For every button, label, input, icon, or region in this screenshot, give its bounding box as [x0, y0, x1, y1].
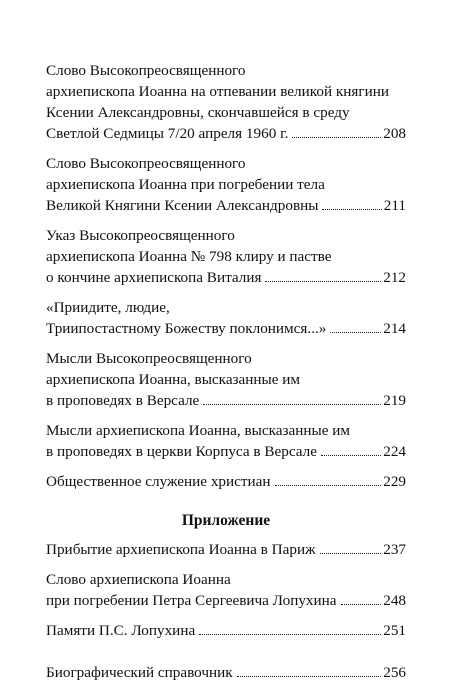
- toc-entry-line: архиепископа Иоанна, высказанные им: [46, 371, 301, 388]
- toc-entry-line: архиепископа Иоанна № 798 клиру и пастве: [46, 248, 332, 265]
- toc-entry-line: Прибытие архиепископа Иоанна в Париж: [46, 541, 316, 558]
- page-number: 251: [383, 622, 406, 639]
- toc-entry-line: в проповедях в церкви Корпуса в Версале: [46, 443, 317, 460]
- page-number: 208: [383, 125, 406, 142]
- toc-entry: [46, 471, 406, 492]
- dot-leader: [322, 209, 381, 210]
- toc-entry-line: архиепископа Иоанна на отпевании великой княгини: [46, 83, 389, 100]
- toc-entry-line: Слово Высокопреосвященного: [46, 62, 246, 79]
- toc-entry: [46, 420, 406, 462]
- toc-entry-last-line: [46, 590, 406, 611]
- dot-leader: [320, 553, 382, 554]
- toc-entry-line: Мысли архиепископа Иоанна, высказанные им: [46, 422, 350, 439]
- toc-entry-line: Мысли Высокопреосвященного: [46, 350, 252, 367]
- toc-entry: [46, 225, 406, 288]
- toc-entry-line: в проповедях в Версале: [46, 392, 200, 409]
- toc-entry-line: о кончине архиепископа Виталия: [46, 269, 262, 286]
- page-number: 229: [383, 473, 406, 490]
- page-number: 211: [383, 197, 406, 214]
- page-number: 248: [383, 592, 406, 609]
- toc-entry-last-line: [46, 390, 406, 411]
- toc-entry-line: при погребении Петра Сергеевича Лопухина: [46, 592, 337, 609]
- toc-entry-last-line: [46, 123, 406, 144]
- toc-entry: [46, 662, 406, 683]
- toc-entry-line: Слово архиепископа Иоанна: [46, 571, 231, 588]
- toc-entry-last-line: [46, 318, 406, 339]
- toc-entry-last-line: [46, 441, 406, 462]
- page-number: 212: [383, 269, 406, 286]
- page-number: 237: [383, 541, 406, 558]
- dot-leader: [275, 485, 382, 486]
- spacer: [46, 650, 406, 662]
- toc-entry-last-line: [46, 471, 406, 492]
- appendix-heading: Приложение: [181, 512, 271, 529]
- page-number: 214: [383, 320, 406, 337]
- toc-entry-line: Биографический справочник: [46, 664, 233, 681]
- dot-leader: [321, 455, 381, 456]
- table-of-contents: [46, 60, 406, 692]
- dot-leader: [199, 634, 381, 635]
- toc-entry: [46, 620, 406, 641]
- toc-entry-last-line: [46, 195, 406, 216]
- toc-entry-line: Триипостастному Божеству поклонимся...»: [46, 320, 327, 337]
- toc-entry-line: «Приидите, людие,: [46, 299, 170, 316]
- dot-leader: [237, 676, 382, 677]
- toc-entry: [46, 153, 406, 216]
- toc-entry-line: Общественное служение христиан: [46, 473, 271, 490]
- dot-leader: [265, 281, 381, 282]
- toc-entry-line: Ксении Александровны, скончавшейся в среду: [46, 104, 350, 121]
- toc-entry-last-line: [46, 539, 406, 560]
- toc-entry: [46, 539, 406, 560]
- toc-entry: [46, 60, 406, 144]
- toc-entry-last-line: [46, 620, 406, 641]
- toc-entry-line: архиепископа Иоанна при погребении тела: [46, 176, 325, 193]
- dot-leader: [292, 137, 381, 138]
- dot-leader: [341, 604, 382, 605]
- page-number: 224: [383, 443, 406, 460]
- toc-entry-line: Великой Княгини Ксении Александровны: [46, 197, 319, 214]
- toc-entry-line: Указ Высокопреосвященного: [46, 227, 235, 244]
- dot-leader: [203, 404, 381, 405]
- page-number: 256: [383, 664, 406, 681]
- page-number: 219: [383, 392, 406, 409]
- toc-entry-line: Слово Высокопреосвященного: [46, 155, 246, 172]
- toc-entry-last-line: [46, 662, 406, 683]
- dot-leader: [330, 332, 381, 333]
- toc-entry: [46, 348, 406, 411]
- toc-entry: [46, 569, 406, 611]
- toc-entry-last-line: [46, 267, 406, 288]
- toc-entry-line: Памяти П.С. Лопухина: [46, 622, 196, 639]
- toc-entry-line: Светлой Седмицы 7/20 апреля 1960 г.: [46, 125, 289, 142]
- toc-entry: [46, 297, 406, 339]
